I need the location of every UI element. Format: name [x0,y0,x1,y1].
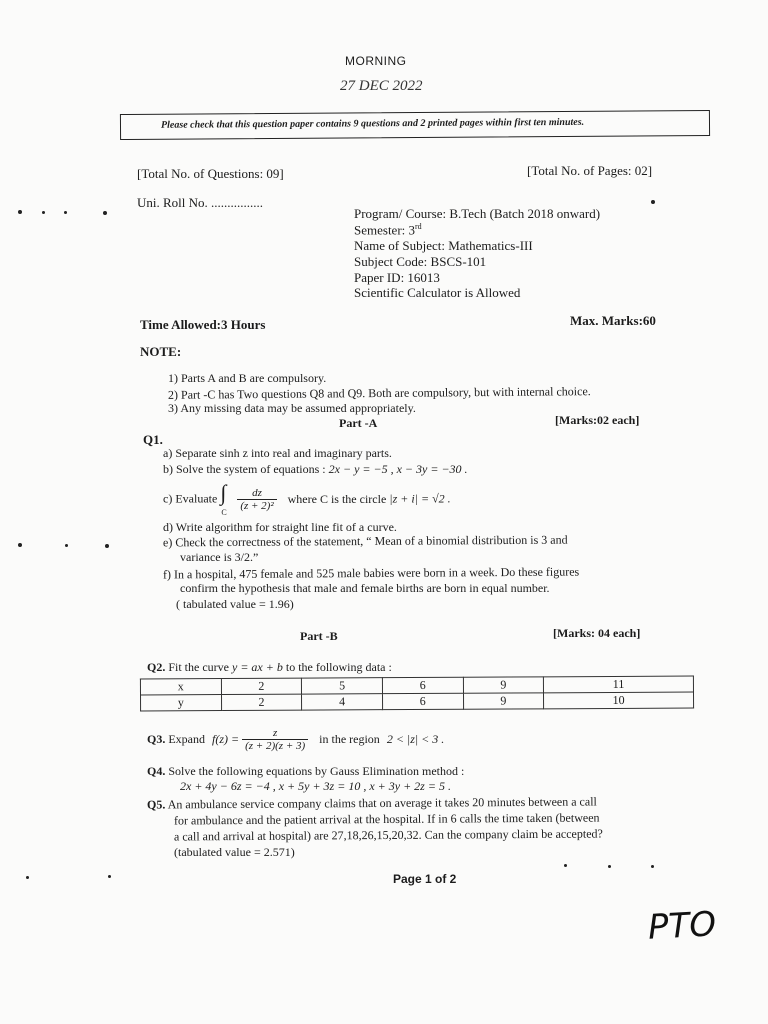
semester: Semester: 3rd [354,222,422,238]
integrand: $\frac{dz}{\text{(z + 2)²}}$ [237,487,276,512]
calculator-note: Scientific Calculator is Allowed [354,285,521,300]
scan-speck [103,211,107,215]
q1-d: d) Write algorithm for straight line fit of a curve. [163,520,397,534]
note-item: 2) Part -C has Two questions Q8 and Q9. Both are compulsory, but with internal choice. [167,384,591,402]
q3-fraction: $\frac{z}{(z + 2)(z + 3)}$ [242,727,308,752]
note-item: 3) Any missing data may be assumed appropriately. [168,401,416,415]
q5-line2: for ambulance and the patient arrival at the hospital. If in 6 calls the time taken (between [173,810,600,828]
q4-equations: 2x + 4y − 6z = −4 , x + 5y + 3z = 10 , x + 3y + 2z = 5 . [180,779,451,793]
q1-b: b) Solve the system of equations : 2x − y = −5 , x − 3y = −30 . [163,462,468,476]
scan-speck [42,211,45,214]
scan-speck [564,864,567,867]
scan-speck [64,211,67,214]
q1-e-line1: e) Check the correctness of the statement, “ Mean of a binomial distribution is 3 and [162,532,568,550]
table-cell: y [141,695,222,711]
note-item: 1) Parts A and B are compulsory. [168,371,327,385]
table-cell: x [140,679,221,695]
q2: Q2. Fit the curve y = ax + b to the following data : [147,660,392,674]
integral-contour: C [221,508,227,517]
table-cell: 4 [302,694,383,710]
table-cell: 9 [463,677,544,693]
scan-speck [651,865,654,868]
scan-speck [651,200,655,204]
q2-data-table [140,676,694,712]
subject-code: Subject Code: BSCS-101 [354,254,487,269]
time-allowed: Time Allowed:3 Hours [140,317,266,332]
q1-f-line3: ( tabulated value = 1.96) [176,597,294,611]
note-heading: NOTE: [140,344,182,359]
q5-line4: (tabulated value = 2.571) [174,845,295,859]
session-label: MORNING [345,54,407,68]
scan-speck [108,875,111,878]
q3: Q3. Expand f(z) = $\frac{z}{(z + 2)(z + 3)}$ in the region 2 < |z| < 3 . [147,727,445,752]
notice-text: Please check that this question paper contains 9 questions and 2 printed pages within first ten minutes. [160,116,585,131]
scan-speck [608,865,611,868]
table-cell: 6 [382,693,463,709]
roll-number: Uni. Roll No. ................ [137,195,264,210]
q1-f-line1: f) In a hospital, 475 female and 525 male babies were born in a week. Do these figures [162,564,580,582]
scan-speck [26,876,29,879]
max-marks: Max. Marks:60 [570,313,656,328]
table-cell: 6 [382,677,463,693]
table-cell: 2 [221,694,302,710]
q1-c: c) Evaluate ∫ C $\frac{dz}{\text{(z + 2)²}}$ where C is the circle |z + i| = √2 . [163,480,451,517]
table-cell: 2 [221,678,302,694]
program-course: Program/ Course: B.Tech (Batch 2018 onward) [354,206,601,221]
part-a-marks: [Marks:02 each] [555,413,640,427]
scan-speck [65,544,68,547]
integral-sign: ∫ [220,480,227,505]
date-stamp: 27 DEC 2022 [340,78,423,94]
table-cell: 9 [463,693,544,709]
q1-e-line2: variance is 3/2.” [180,550,259,564]
total-pages: [Total No. of Pages: 02] [527,163,653,178]
q1-f-line2: confirm the hypothesis that male and female births are born in equal number. [180,581,550,595]
handwritten-pto: PTO [646,904,718,948]
table-cell: 11 [544,676,694,693]
subject-name: Name of Subject: Mathematics-III [354,238,533,253]
table-cell: 10 [544,692,694,709]
scan-speck [18,543,22,547]
part-b-title: Part -B [300,629,338,643]
q5-line3: a call and arrival at hospital) are 27,18,26,15,20,32. Can the company claim be accepted? [173,826,603,844]
table-row [141,692,694,711]
part-a-title: Part -A [339,416,378,430]
part-b-marks: [Marks: 04 each] [553,626,641,640]
q4: Q4. Solve the following equations by Gauss Elimination method : [147,764,465,778]
q1-a: a) Separate sinh z into real and imaginary parts. [163,446,392,460]
scan-speck [105,544,109,548]
scan-speck [18,210,22,214]
table-cell: 5 [302,678,383,694]
q5-line1: Q5. An ambulance service company claims that on average it takes 20 minutes between a call [146,794,597,812]
total-questions: [Total No. of Questions: 09] [137,166,284,181]
notice-box [120,110,710,140]
paper-id: Paper ID: 16013 [354,270,440,285]
page-number: Page 1 of 2 [393,872,457,886]
q1-label: Q1. [143,432,163,447]
